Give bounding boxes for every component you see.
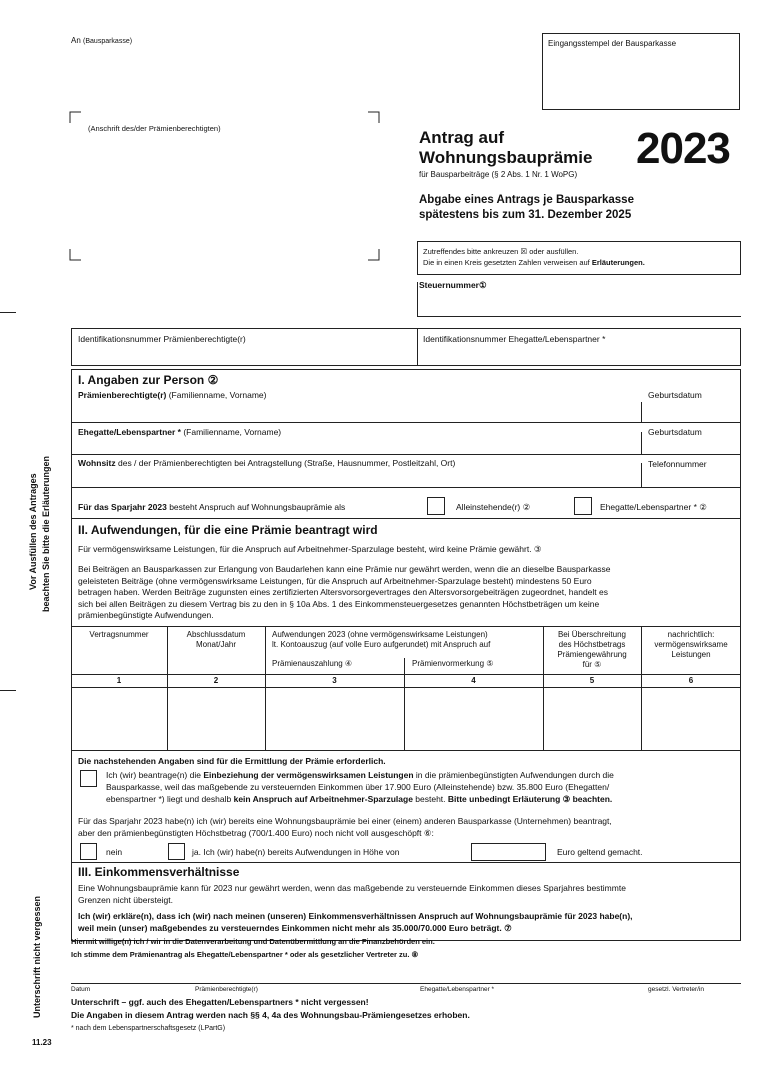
single-checkbox[interactable] (427, 497, 445, 515)
footnote: * nach dem Lebenspartnerschaftsgesetz (LPartG) (71, 1025, 226, 1032)
amount-field[interactable] (474, 845, 543, 859)
sig-date-label: Datum (71, 986, 91, 993)
phone-field[interactable] (648, 471, 736, 485)
residence-label: Wohnsitz des / der Prämienberechtigten bei Antragstellung (Straße, Hausnummer, Postleitzahl, Ort) (78, 458, 456, 468)
consent-line-2: Ich stimme dem Prämienantrag als Ehegatte/Lebenspartner * oder als gesetzlicher Vertreter zu. ⑧ (71, 950, 419, 959)
inclusion-text: Ich (wir) beantrage(n) die Einbeziehung der vermögenswirksamen Leistungen in die prämienbegünstigten Aufwendungen durch die Bausparkasse, weil das maßgebende zu versteuernden Einkommen über 17.900 Euro (Alleinstehende) bzw. 35.800 Euro (Ehegatten/ ebenspartner *) liegt und deshalb kein Anspruch auf Arbeitnehmer-Sparzulage besteht. Bitte unbedingt Erläuterung ③ beachten. (106, 770, 614, 804)
deadline-line-2: spätestens bis zum 31. Dezember 2025 (419, 209, 632, 221)
consent-line-1: Hiermit willige(n) ich / wir in die Datenverarbeitung und Datenübermittlung an die Finanzbehörden ein. (71, 937, 435, 946)
claim-label: Für das Sparjahr 2023 besteht Anspruch auf Wohnungsbauprämie als (78, 502, 346, 512)
form-year: 2023 (636, 124, 730, 173)
contract-number-field[interactable] (75, 692, 163, 746)
deadline-line-1: Abgabe eines Antrags je Bausparkasse (419, 194, 634, 206)
phone-label: Telefonnummer (648, 459, 707, 469)
section-2-heading: II. Aufwendungen, für die eine Prämie beantragt wird (78, 523, 378, 537)
married-label: Ehegatte/Lebenspartner * ② (600, 502, 707, 512)
residence-field[interactable] (78, 471, 633, 485)
tick (641, 463, 642, 487)
col-header-3-4: Aufwendungen 2023 (ohne vermögenswirksame Leistungen) lt. Kontoauszug (auf volle Euro aufgerundet) mit Anspruch auf (272, 630, 491, 649)
signature-reminder: Unterschrift – ggf. auch des Ehegatten/Lebenspartners * nicht vergessen! (71, 997, 369, 1007)
col-header-1: Vertragsnummer (89, 630, 149, 639)
title-line-2: Wohnungsbauprämie (419, 148, 593, 167)
spouse-name-field[interactable] (78, 439, 633, 453)
col-header-4: Prämienvormerkung ⑤ (412, 659, 494, 668)
section-3-heading: III. Einkommensverhältnisse (78, 865, 240, 879)
section-3-text: Eine Wohnungsbauprämie kann für 2023 nur gewährt werden, wenn das maßgebende zu versteuernde Einkommen dieses Sparjahres bestimmte Grenzen nicht übersteigt. (78, 883, 626, 905)
id-spouse-field[interactable] (423, 347, 735, 362)
section-2-note: Für vermögenswirksame Leistungen, für die Anspruch auf Arbeitnehmer-Sparzulage besteht, wird keine Prämie gewährt. ③ (78, 544, 542, 554)
other-claim-text: Für das Sparjahr 2023 habe(n) ich (wir) bereits eine Wohnungsbauprämie bei einer (einem) anderen Bausparkasse (Unternehmen) beantragt, aber den prämienbegünstigten Höchstbetrag (700/1.400 Euro) noch nicht voll ausgeschöpft ⑥: (78, 816, 612, 838)
applicant-name-field[interactable] (78, 404, 633, 420)
tax-number-field[interactable] (422, 294, 736, 312)
table-line (71, 750, 741, 751)
fold-mark (0, 690, 16, 691)
address-label: (Anschrift des/der Prämienberechtigten) (88, 124, 221, 133)
stamp-label: Eingangsstempel der Bausparkasse (548, 39, 677, 48)
yes-checkbox[interactable] (168, 843, 185, 860)
col-number: 6 (688, 676, 694, 685)
col-header-2: Abschlussdatum Monat/Jahr (186, 630, 246, 649)
applicant-birthdate-field[interactable] (648, 404, 736, 420)
applicant-name-label: Prämienberechtigte(r) (Familienname, Vorname) (78, 390, 267, 400)
id-person-field[interactable] (78, 347, 408, 362)
birthdate-label-2: Geburtsdatum (648, 427, 702, 437)
required-note: Die nachstehenden Angaben sind für die Ermittlung der Prämie erforderlich. (78, 756, 386, 766)
row-line (71, 422, 741, 423)
single-label: Alleinstehende(r) ② (456, 502, 531, 512)
col-number: 4 (471, 676, 476, 685)
margin-note-1: Vor Ausfüllen des Antrages (28, 473, 38, 590)
spouse-birthdate-field[interactable] (648, 439, 736, 453)
sig-spouse-label: Ehegatte/Lebenspartner * (420, 986, 495, 993)
title-line-1: Antrag auf (419, 128, 504, 147)
row-line (71, 487, 741, 488)
premium-payout-field[interactable] (269, 692, 400, 746)
tax-number-border (417, 316, 741, 317)
instructions-line-1: Zutreffendes bitte ankreuzen ☒ oder ausfüllen. (423, 247, 579, 256)
signature-line (71, 983, 741, 984)
tax-number-border (417, 282, 418, 316)
col-number: 1 (116, 676, 122, 685)
tax-number-label: Steuernummer① (419, 280, 487, 290)
col-header-3: Prämienauszahlung ④ (272, 659, 353, 668)
spouse-name-label: Ehegatte/Lebenspartner * (Familienname, Vorname) (78, 427, 282, 437)
instructions-line-2: Die in einen Kreis gesetzten Zahlen verweisen auf Erläuterungen. (423, 258, 645, 267)
section-1-heading: I. Angaben zur Person ② (78, 373, 219, 387)
section-3-declaration: Ich (wir) erkläre(n), dass ich (wir) nach meinen (unseren) Einkommensverhältnissen Anspruch auf Wohnungsbauprämie für 2023 habe(n), weil mein (unser) maßgebendes zu versteuerndes Einkommen nicht mehr als 35.000/70.000 Euro beträgt. ⑦ (78, 911, 633, 933)
row-line (71, 518, 741, 519)
receipt-stamp-box (542, 33, 740, 110)
margin-note-2: beachten Sie bitte die Erläuterungen (41, 455, 51, 612)
title-subtitle: für Bausparbeiträge (§ 2 Abs. 1 Nr. 1 WoPG) (419, 170, 578, 179)
birthdate-label-1: Geburtsdatum (648, 390, 702, 400)
capital-forming-field[interactable] (645, 692, 737, 746)
table-divider (265, 626, 266, 750)
col-header-6: nachrichtlich: vermögenswirksame Leistungen (654, 630, 728, 659)
col-number: 5 (589, 676, 595, 685)
col-number: 2 (213, 676, 219, 685)
tick (641, 402, 642, 422)
sig-applicant-label: Prämienberechtigte(r) (195, 986, 258, 993)
signature-field[interactable] (72, 964, 732, 982)
euro-label: Euro geltend gemacht. (557, 847, 643, 857)
max-amount-field[interactable] (547, 692, 637, 746)
tick (641, 432, 642, 454)
married-checkbox[interactable] (574, 497, 592, 515)
no-checkbox[interactable] (80, 843, 97, 860)
applicant-address-field[interactable] (80, 140, 370, 240)
col-header-5: Bei Überschreitung des Höchstbetrags Prämiengewährung für ⑤ (557, 630, 627, 669)
legal-note: Die Angaben in diesem Antrag werden nach §§ 4, 4a des Wohnungsbau-Prämiengesetzes erhoben. (71, 1010, 470, 1020)
id-divider (417, 328, 418, 366)
section-2-paragraph: Bei Beiträgen an Bausparkassen zur Erlangung von Baudarlehen kann eine Prämie nur gewährt werden, wenn die an dieselbe Bausparkasse geleisteten Beiträge (ohne vermögenswirksame Leistungen, für die Anspruch auf Arbeitnehmer-Sparzulage besteht) mindestens 50 Euro betragen haben. Werden Beiträge zugunsten eines zertifizierten Altersvorsorgevertrages den Altersvorsorgebeiträgen zugeordnet, handelt es sich bei allen Beiträgen zu diesem Vertrag bis zu den in § 10a Abs. 1 des Einkommensteuergesetzes genannten Höchstbeträgen um keine prämienbegünstigte Aufwendungen. (78, 564, 611, 620)
sig-guardian-label: gesetzl. Vertreter/in (648, 986, 704, 993)
recipient-label: An (Bausparkasse) (71, 36, 133, 45)
col-number: 3 (332, 676, 337, 685)
margin-note-signature: Unterschrift nicht vergessen (32, 895, 42, 1018)
no-label: nein (106, 847, 123, 857)
fold-mark (0, 312, 16, 313)
inclusion-checkbox[interactable] (80, 770, 97, 787)
id-person-label: Identifikationsnummer Prämienberechtigte(r) (78, 334, 246, 344)
instructions-box (417, 241, 741, 275)
row-line (71, 862, 741, 863)
premium-reservation-field[interactable] (408, 692, 539, 746)
id-spouse-label: Identifikationsnummer Ehegatte/Lebenspartner * (423, 334, 606, 344)
row-line (71, 454, 741, 455)
table-divider (404, 658, 405, 750)
contract-date-field[interactable] (171, 692, 261, 746)
yes-label: ja. Ich (wir) habe(n) bereits Aufwendungen in Höhe von (192, 847, 400, 857)
form-version: 11.23 (32, 1038, 52, 1047)
